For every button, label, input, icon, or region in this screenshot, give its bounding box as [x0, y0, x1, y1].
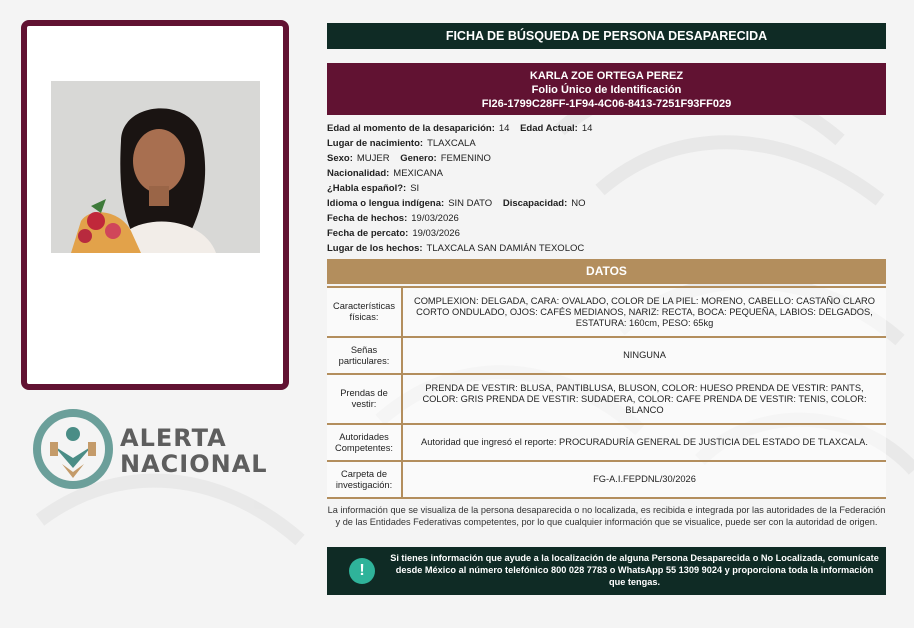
identity-box [327, 63, 886, 115]
nacimiento-label: Lugar de nacimiento: [327, 138, 424, 149]
field-row-sexo [327, 151, 886, 166]
table-row [327, 461, 886, 498]
genero-label: Genero: [400, 153, 437, 164]
field-row-nacionalidad [327, 166, 886, 181]
espanol-value: SI [410, 183, 420, 194]
edad-desaparicion-value: 14 [498, 123, 510, 134]
photo-frame [21, 20, 289, 390]
table-row [327, 337, 886, 374]
field-row-fecha-percato [327, 226, 886, 241]
fecha-hechos-label: Fecha de hechos: [327, 213, 408, 224]
document-title: FICHA DE BÚSQUEDA DE PERSONA DESAPARECIDA [327, 23, 886, 49]
row-value-caracteristicas: COMPLEXION: DELGADA, CARA: OVALADO, COLOR DE LA PIEL: MORENO, CABELLO: CASTAÑO CLARO CORTO ONDULADO, OJOS: CAFÉS MEDIANOS, NARIZ: RECTA, BOCA: PEQUEÑA, LABIOS: DELGADOS, ESTATURA: 160cm, PESO: 65kg [402, 287, 886, 337]
edad-actual-label: Edad Actual: [520, 123, 578, 134]
folio-label: Folio Único de Identificación [531, 84, 682, 96]
contact-footer [327, 547, 886, 595]
datos-table [327, 286, 886, 499]
row-label-prendas: Prendas de vestir: [327, 374, 402, 424]
personal-fields [327, 121, 886, 256]
row-label-autoridades: Autoridades Competentes: [327, 424, 402, 461]
idioma-label: Idioma o lengua indígena: [327, 198, 445, 209]
row-value-carpeta: FG-A.I.FEPDNL/30/2026 [402, 461, 886, 498]
table-row [327, 424, 886, 461]
row-label-caracteristicas: Características físicas: [327, 287, 402, 337]
field-row-fecha-hechos [327, 211, 886, 226]
logo-line-2: NACIONAL [120, 450, 268, 478]
field-row-lugar-hechos [327, 241, 886, 256]
discapacidad-value: NO [571, 198, 586, 209]
field-row-nacimiento [327, 136, 886, 151]
lugar-hechos-label: Lugar de los hechos: [327, 243, 423, 254]
edad-desaparicion-label: Edad al momento de la desaparición: [327, 123, 495, 134]
fecha-percato-value: 19/03/2026 [412, 228, 460, 239]
datos-header: DATOS [327, 259, 886, 284]
table-row [327, 374, 886, 424]
table-row [327, 287, 886, 337]
sexo-label: Sexo: [327, 153, 353, 164]
contact-text: Si tienes información que ayude a la localización de alguna Persona Desaparecida o No Localizada, comunícate desde México al número telefónico 800 028 7783 o WhatsApp 55 1309 9024 y proporciona toda la información que tengas. [390, 553, 879, 587]
espanol-label: ¿Habla español?: [327, 183, 407, 194]
fecha-percato-label: Fecha de percato: [327, 228, 409, 239]
fecha-hechos-value: 19/03/2026 [411, 213, 459, 224]
sexo-value: MUJER [356, 153, 390, 164]
row-label-senas: Señas particulares: [327, 337, 402, 374]
disclaimer-text: La información que se visualiza de la persona desaparecida o no localizada, es recibida e integrada por las autoridades de la Federación y de las Entidades Federativas competentes, por lo que cualquier información que se visualice, puede ser con la autoridad de origen. [327, 505, 886, 527]
exclamation-icon: ! [349, 558, 375, 584]
edad-actual-value: 14 [581, 123, 593, 134]
row-label-carpeta: Carpeta de investigación: [327, 461, 402, 498]
row-value-prendas: PRENDA DE VESTIR: BLUSA, PANTIBLUSA, BLUSON, COLOR: HUESO PRENDA DE VESTIR: PANTS, COLOR: GRIS PRENDA DE VESTIR: SUDADERA, COLOR: CAFE PRENDA DE VESTIR: TENIS, COLOR: BLANCO [402, 374, 886, 424]
field-row-idioma [327, 196, 886, 211]
field-row-edad [327, 121, 886, 136]
genero-value: FEMENINO [440, 153, 491, 164]
person-name: KARLA ZOE ORTEGA PEREZ [529, 70, 684, 82]
logo-line-1: ALERTA [120, 424, 227, 452]
lugar-hechos-value: TLAXCALA SAN DAMIÁN TEXOLOC [426, 243, 585, 254]
alerta-nacional-logo-text [120, 425, 280, 477]
nacionalidad-value: MEXICANA [393, 168, 443, 179]
folio-value: FI26-1799C28FF-1F94-4C06-8413-7251F93FF029 [481, 98, 732, 110]
row-value-senas: NINGUNA [402, 337, 886, 374]
nacimiento-value: TLAXCALA [427, 138, 476, 149]
alerta-nacional-logo-icon [32, 408, 114, 490]
person-photo [51, 81, 260, 253]
discapacidad-label: Discapacidad: [502, 198, 568, 209]
nacionalidad-label: Nacionalidad: [327, 168, 390, 179]
person-photo-illustration [51, 81, 260, 253]
field-row-espanol [327, 181, 886, 196]
row-value-autoridades: Autoridad que ingresó el reporte: PROCURADURÍA GENERAL DE JUSTICIA DEL ESTADO DE TLAXCALA. [402, 424, 886, 461]
idioma-value: SIN DATO [448, 198, 493, 209]
